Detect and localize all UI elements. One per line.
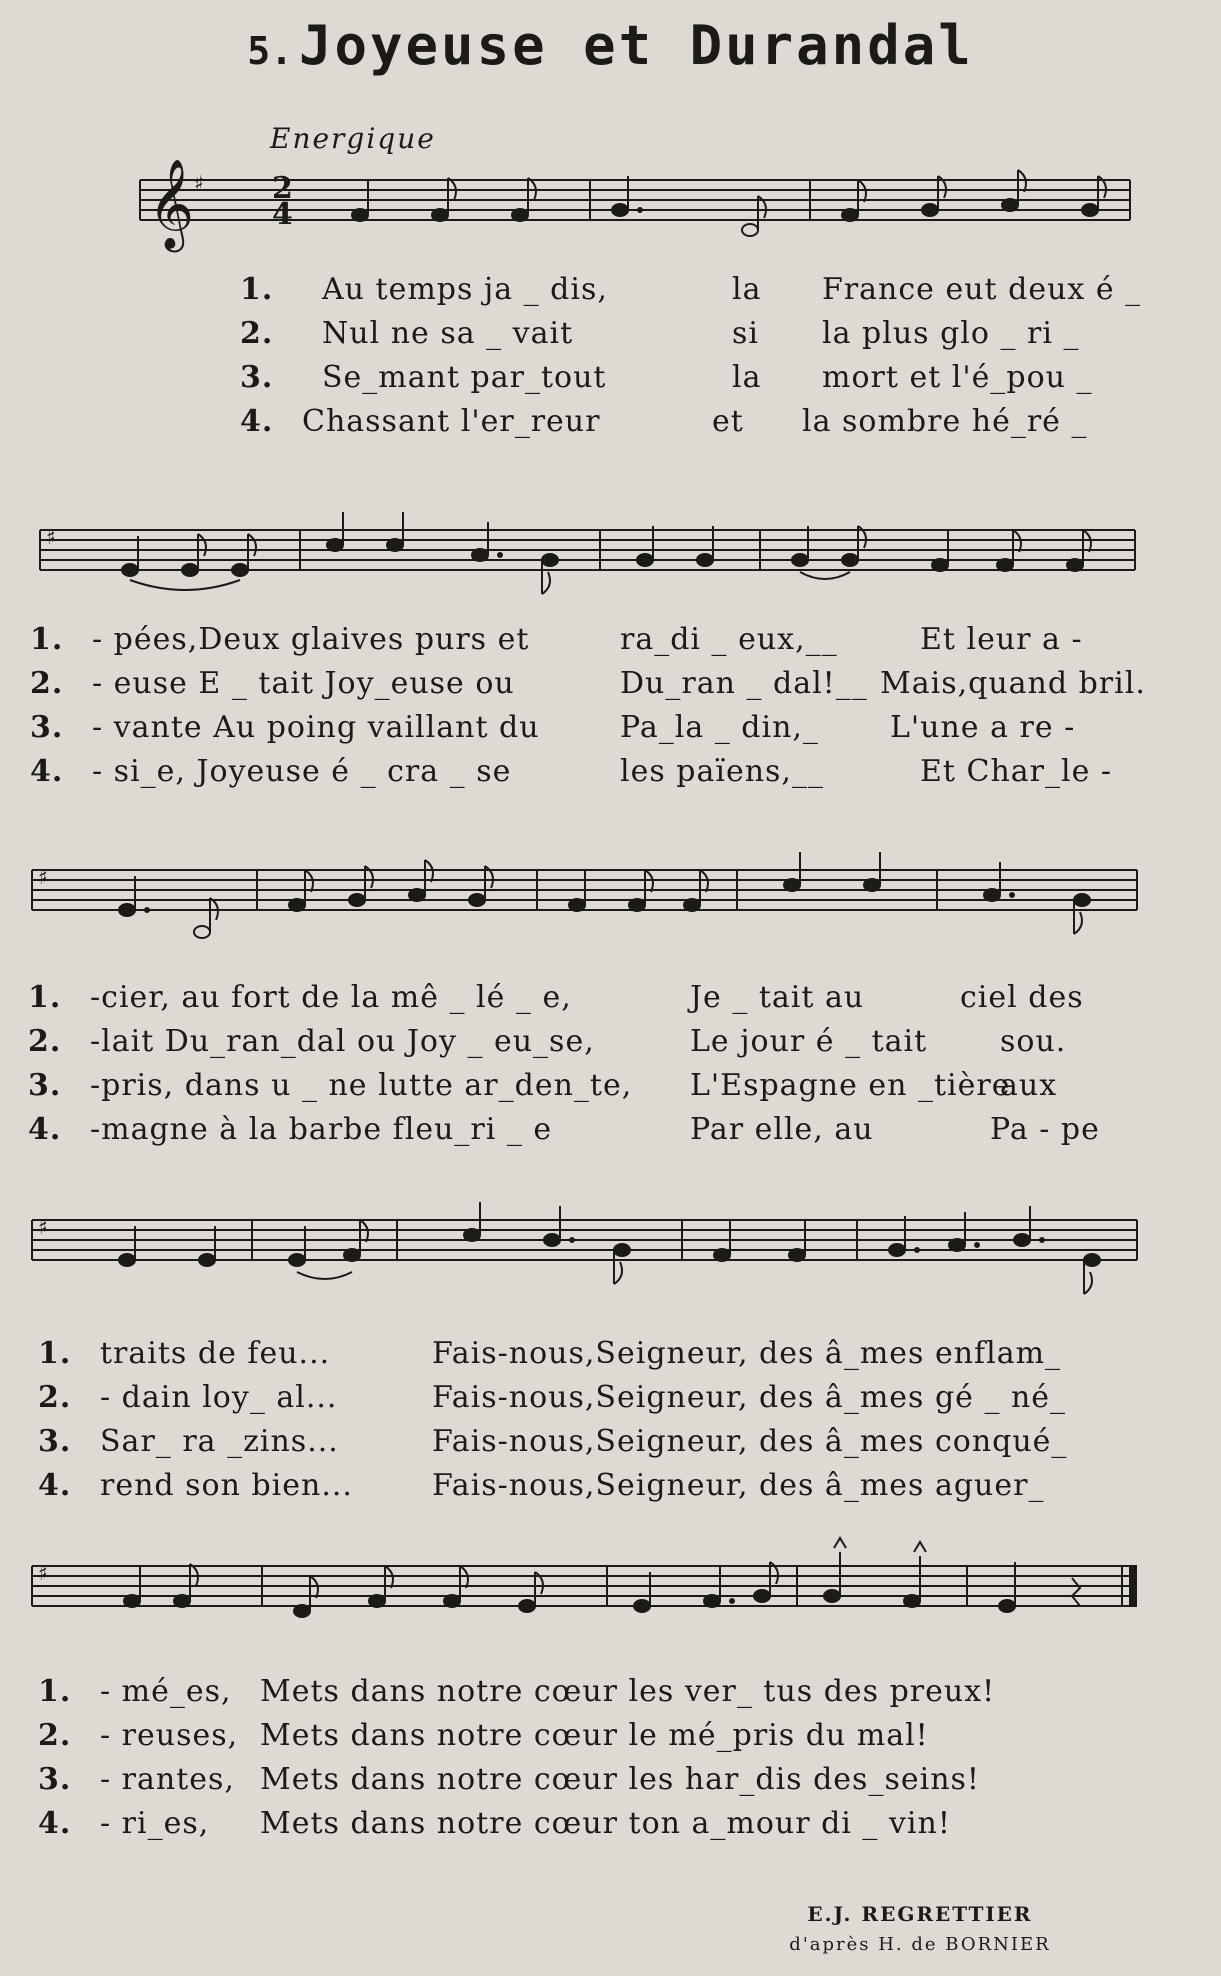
verse-number: 4. xyxy=(240,404,274,439)
lyric-segment: sou. xyxy=(1000,1024,1067,1059)
lyric-segment: les païens,__ xyxy=(620,754,824,789)
svg-text:♯: ♯ xyxy=(38,865,48,889)
lyric-segment: - ri_es, xyxy=(100,1806,210,1841)
lyric-line xyxy=(240,360,1141,404)
verse-number: 1. xyxy=(240,272,274,307)
lyric-line xyxy=(28,1024,1100,1068)
lyric-line xyxy=(30,754,1146,798)
lyrics-system-2 xyxy=(30,622,1146,798)
lyric-segment: Pa_la _ din,_ xyxy=(620,710,819,745)
lyric-segment: -magne à la barbe fleu_ri _ e xyxy=(90,1112,553,1147)
staff-2 xyxy=(40,510,1135,610)
lyric-segment: Mets dans notre cœur ton a_mour di _ vin! xyxy=(260,1806,951,1841)
staff-2-svg xyxy=(40,510,1135,610)
accent-mark-icon xyxy=(914,1542,926,1552)
time-signature-bottom: 4 xyxy=(272,197,293,232)
lyric-segment: Fais-nous,Seigneur, des â_mes enflam_ xyxy=(432,1336,1062,1371)
lyric-segment: Du_ran _ dal!__ xyxy=(620,666,868,701)
lyric-segment: Chassant l'er_reur xyxy=(302,404,601,439)
lyric-line xyxy=(38,1806,995,1850)
lyric-segment: - si_e, Joyeuse é _ cra _ se xyxy=(92,754,512,789)
verse-number: 3. xyxy=(38,1762,72,1797)
lyric-segment: rend son bien... xyxy=(100,1468,353,1503)
lyric-segment: si xyxy=(732,316,759,351)
verse-number: 4. xyxy=(38,1806,72,1841)
svg-text:♯: ♯ xyxy=(38,1561,48,1585)
lyric-segment: Mets dans notre cœur le mé_pris du mal! xyxy=(260,1718,929,1753)
lyric-segment: Mais,quand bril. xyxy=(880,666,1146,701)
lyric-segment: ciel des xyxy=(960,980,1084,1015)
lyric-segment: -cier, au fort de la mê _ lé _ e, xyxy=(90,980,572,1015)
lyric-segment: Pa - pe xyxy=(990,1112,1100,1147)
svg-text:♯: ♯ xyxy=(38,1215,48,1239)
treble-clef-icon: 𝄞 xyxy=(148,159,195,249)
lyric-segment: ra_di _ eux,__ xyxy=(620,622,838,657)
lyric-segment: -lait Du_ran_dal ou Joy _ eu_se, xyxy=(90,1024,595,1059)
lyric-line xyxy=(28,1112,1100,1156)
verse-number: 1. xyxy=(30,622,64,657)
lyric-segment: Et leur a - xyxy=(920,622,1083,657)
song-title-text: Joyeuse et Durandal xyxy=(299,14,974,77)
lyric-segment: - rantes, xyxy=(100,1762,235,1797)
lyrics-system-1 xyxy=(240,272,1141,448)
lyric-segment: Fais-nous,Seigneur, des â_mes conqué_ xyxy=(432,1424,1068,1459)
lyric-segment: mort et l'é_pou _ xyxy=(822,360,1093,395)
staff-5-svg xyxy=(32,1546,1137,1646)
lyric-segment: la sombre hé_ré _ xyxy=(802,404,1088,439)
lyric-segment: Et Char_le - xyxy=(920,754,1113,789)
verse-number: 1. xyxy=(38,1336,72,1371)
lyric-segment: Par elle, au xyxy=(690,1112,874,1147)
lyric-segment: France eut deux é _ xyxy=(822,272,1142,307)
svg-text:♯: ♯ xyxy=(194,171,204,195)
staff-3-svg xyxy=(32,850,1137,950)
lyric-line xyxy=(30,622,1146,666)
staff-1 xyxy=(140,160,1130,270)
tempo-marking: Energique xyxy=(270,122,436,155)
lyric-segment: Mets dans notre cœur les har_dis des_seins! xyxy=(260,1762,980,1797)
lyric-segment: - mé_es, xyxy=(100,1674,232,1709)
lyric-segment: -pris, dans u _ ne lutte ar_den_te, xyxy=(90,1068,633,1103)
verse-number: 2. xyxy=(38,1380,72,1415)
lyric-line xyxy=(30,710,1146,754)
lyric-line xyxy=(38,1336,1067,1380)
lyric-segment: L'Espagne en _tière xyxy=(690,1068,1011,1103)
lyric-line xyxy=(38,1468,1067,1512)
source-credit: d'après H. de BORNIER xyxy=(789,1934,1051,1955)
verse-number: 1. xyxy=(38,1674,72,1709)
lyric-line xyxy=(28,1068,1100,1112)
verse-number: 3. xyxy=(28,1068,62,1103)
lyric-line xyxy=(240,404,1141,448)
lyric-segment: Fais-nous,Seigneur, des â_mes gé _ né_ xyxy=(432,1380,1067,1415)
lyric-line xyxy=(30,666,1146,710)
lyric-segment: Au temps ja _ dis, xyxy=(322,272,608,307)
author-credit: E.J. REGRETTIER xyxy=(807,1902,1033,1926)
verse-number: 2. xyxy=(28,1024,62,1059)
staff-5 xyxy=(32,1546,1137,1646)
lyric-segment: la xyxy=(732,272,762,307)
lyric-segment: Mets dans notre cœur les ver_ tus des preux! xyxy=(260,1674,996,1709)
staff-1-svg xyxy=(140,160,1130,270)
lyric-line xyxy=(38,1718,995,1762)
verse-number: 3. xyxy=(38,1424,72,1459)
lyrics-system-4 xyxy=(38,1336,1067,1512)
lyric-segment: - euse E _ tait Joy_euse ou xyxy=(92,666,515,701)
verse-number: 2. xyxy=(30,666,64,701)
lyric-segment: - reuses, xyxy=(100,1718,239,1753)
staff-3 xyxy=(32,850,1137,950)
lyric-segment: Le jour é _ tait xyxy=(690,1024,928,1059)
lyric-line xyxy=(38,1380,1067,1424)
lyric-segment: Je _ tait au xyxy=(690,980,865,1015)
verse-number: 4. xyxy=(28,1112,62,1147)
staff-4 xyxy=(32,1200,1137,1300)
lyric-line xyxy=(38,1674,995,1718)
time-signature-top: 2 xyxy=(272,171,293,206)
lyric-segment: Nul ne sa _ vait xyxy=(322,316,574,351)
lyric-segment: - pées,Deux glaives purs et xyxy=(92,622,530,657)
lyric-segment: traits de feu... xyxy=(100,1336,331,1371)
song-number: 5. xyxy=(247,29,294,73)
lyric-line xyxy=(38,1762,995,1806)
verse-number: 4. xyxy=(38,1468,72,1503)
verse-number: 4. xyxy=(30,754,64,789)
lyric-segment: L'une a re - xyxy=(890,710,1076,745)
verse-number: 2. xyxy=(38,1718,72,1753)
lyric-segment: Sar_ ra _zins... xyxy=(100,1424,339,1459)
final-barline xyxy=(1129,1566,1137,1606)
lyrics-system-3 xyxy=(28,980,1100,1156)
verse-number: 2. xyxy=(240,316,274,351)
lyric-line xyxy=(38,1424,1067,1468)
quarter-rest-icon xyxy=(1072,1578,1080,1606)
lyric-line xyxy=(240,316,1141,360)
staff-4-svg xyxy=(32,1200,1137,1300)
verse-number: 3. xyxy=(240,360,274,395)
accent-mark-icon xyxy=(834,1538,846,1548)
lyric-segment: Fais-nous,Seigneur, des â_mes aguer_ xyxy=(432,1468,1045,1503)
lyric-line xyxy=(28,980,1100,1024)
lyric-segment: - dain loy_ al... xyxy=(100,1380,338,1415)
lyric-segment: la plus glo _ ri _ xyxy=(822,316,1080,351)
lyric-line xyxy=(240,272,1141,316)
lyric-segment: - vante Au poing vaillant du xyxy=(92,710,540,745)
lyrics-system-5 xyxy=(38,1674,995,1850)
song-title xyxy=(0,14,1221,77)
lyric-segment: et xyxy=(712,404,744,439)
verse-number: 1. xyxy=(28,980,62,1015)
lyric-segment: Se_mant par_tout xyxy=(322,360,607,395)
verse-number: 3. xyxy=(30,710,64,745)
lyric-segment: la xyxy=(732,360,762,395)
lyric-segment: aux xyxy=(1000,1068,1058,1103)
svg-text:♯: ♯ xyxy=(46,525,56,549)
